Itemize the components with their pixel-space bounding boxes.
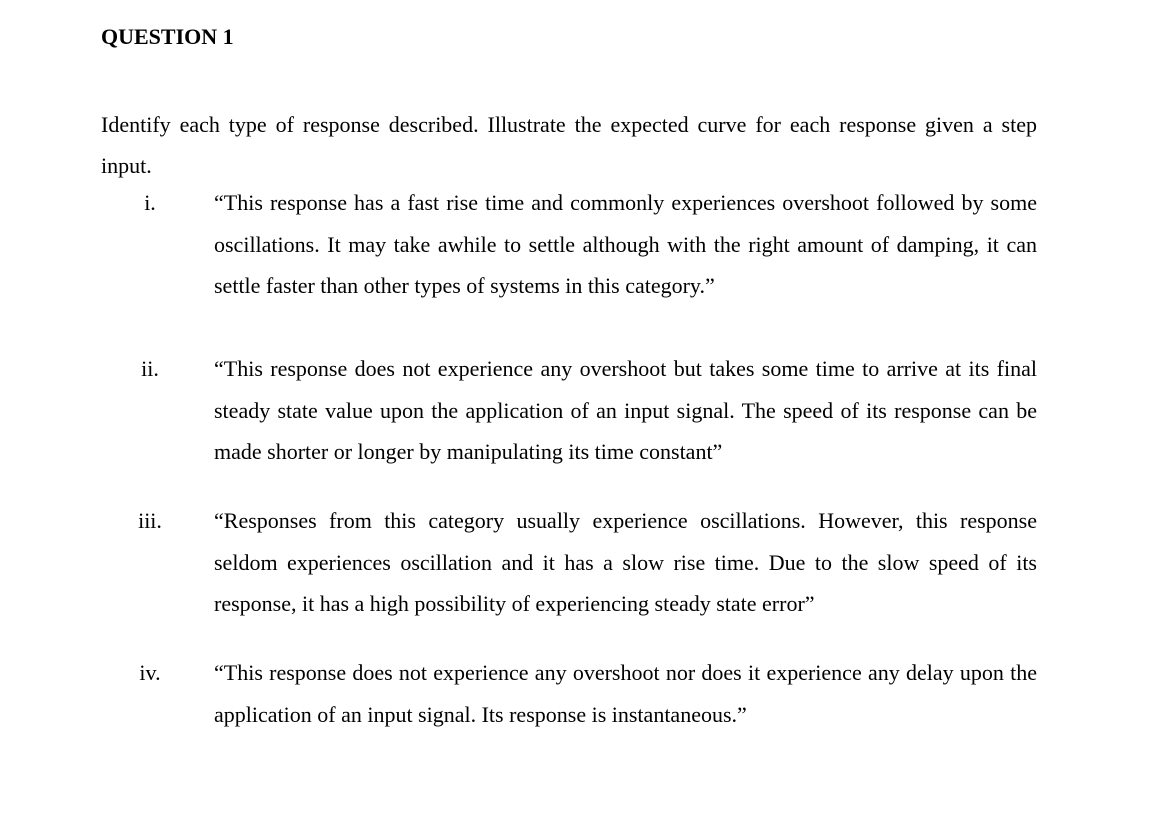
item-description: “This response does not experience any overshoot but takes some time to arrive at its final steady state value upon the application of an input signal. The speed of its response can be made shorter or longer by manipulating its time constant”	[214, 356, 1037, 464]
item-number: iv.	[139, 660, 161, 685]
item-description: “This response does not experience any overshoot nor does it experience any delay upon the application of an input signal. Its response is instantaneous.”	[214, 660, 1037, 727]
item-description: “This response has a fast rise time and commonly experiences overshoot followed by some oscillations. It may take awhile to settle although with the right amount of damping, it can settle faster than other types of systems in this category.”	[214, 190, 1037, 298]
item-description: “Responses from this category usually experience oscillations. However, this response seldom experiences oscillation and it has a slow rise time. Due to the slow speed of its response, it has a high possibility of experiencing steady state error”	[214, 508, 1037, 616]
question-title: QUESTION 1	[101, 24, 234, 49]
item-number: iii.	[138, 508, 162, 533]
question-intro: Identify each type of response described. Illustrate the expected curve for each response given a step input.	[101, 112, 1037, 178]
item-number: ii.	[141, 356, 159, 381]
item-number: i.	[144, 190, 156, 215]
